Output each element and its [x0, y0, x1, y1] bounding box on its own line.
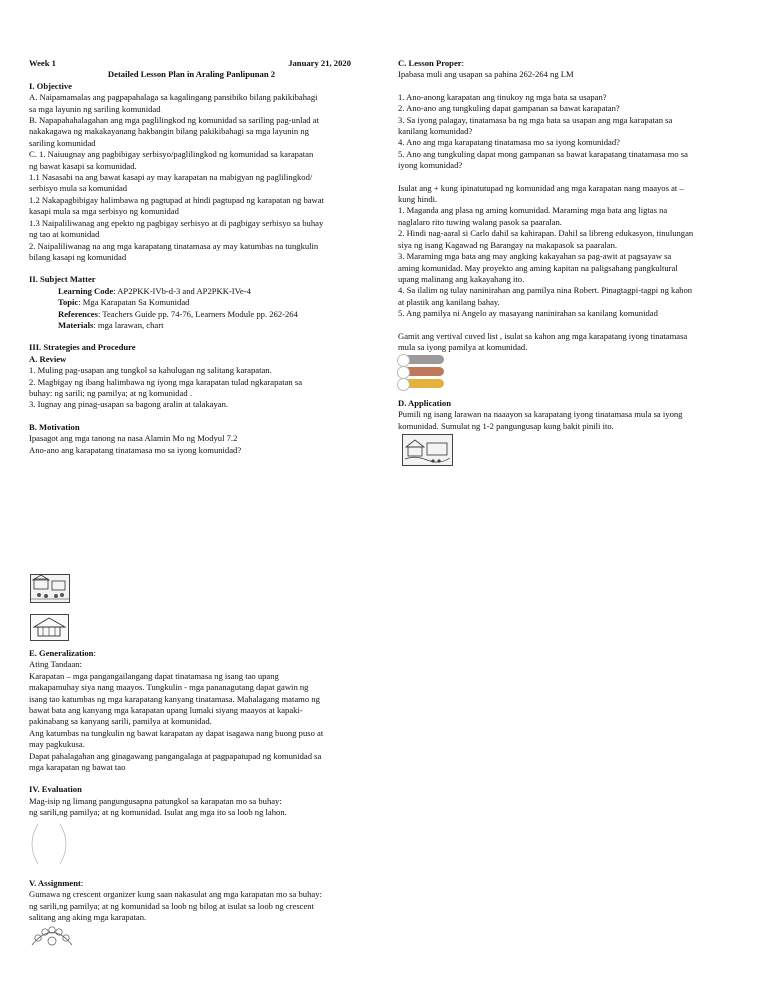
lesson-heading: C. Lesson Proper — [398, 58, 462, 68]
references-row — [58, 309, 374, 320]
objective-line: A. Naipamamalas ang pagpapahalaga sa kagalingang pansibiko bilang pakikibahagi — [29, 92, 318, 103]
assignment-line: Gumawa ng crescent organizer kung saan nakasulat ang mga karapatan mo sa buhay: — [29, 889, 322, 900]
lesson-task-line: upang malinang ang kakayahang ito. — [398, 273, 525, 284]
lesson-question: 2. Ano-ano ang tungkuling dapat gampanan sa bawat karapatan? — [398, 103, 620, 114]
evaluation-line: ng sarili,ng pamilya; at ng komunidad. Isulat ang mga ito sa loob ng lahon. — [29, 807, 287, 818]
generalization-line: may pagkukusa. — [29, 739, 85, 750]
review-heading: A. Review — [29, 353, 67, 364]
crescent-outline — [30, 820, 70, 868]
materials-label: Materials — [58, 319, 94, 330]
lesson-task-line: 1. Maganda ang plasa ng aming komunidad. Maraming mga bata ang ligtas na — [398, 205, 668, 216]
application-section — [398, 398, 743, 432]
evaluation-line: Mag-isip ng limang pangungusapna patungkol sa karapatan mo sa buhay: — [29, 795, 282, 806]
review-line: 2. Magbigay ng ibang halimbawa ng iyong mga karapatan tulad ngkarapatan sa — [29, 376, 303, 387]
references-value: : Teachers Guide pp. 74-76, Learners Module pp. 262-264 — [97, 308, 298, 319]
generalization-line: makapamuhay siya nang maayos. Tungkulin - mga pananagutang dapat gawin ng — [29, 682, 309, 693]
learning-code-value: : AP2PKK-IVb-d-3 and AP2PKK-IVe-4 — [113, 285, 251, 296]
house-picture — [30, 614, 69, 641]
community-picture-2 — [402, 434, 453, 466]
lesson-task-line: 2. Hindi nag-aaral si Carlo dahil sa kahirapan. Dahil sa libreng edukasyon, tinulungan — [398, 228, 694, 239]
left-column — [29, 58, 374, 456]
list-bar — [398, 355, 444, 364]
topic-value: : Mga Karapatan Sa Komunidad — [78, 297, 190, 308]
objective-line: 1.1 Nasasabi na ang bawat kasapi ay may karapatan na mabigyan ng paglilingkod/ — [29, 172, 313, 183]
generalization-heading-row: E. Generalization: — [29, 648, 96, 658]
topic-row — [58, 297, 374, 308]
assignment-line: salitang ang aking mga karapatan. — [29, 912, 147, 923]
motivation-heading: B. Motivation — [29, 421, 80, 432]
lesson-task-line: kung hindi. — [398, 194, 438, 205]
evaluation-heading: IV. Evaluation — [29, 784, 82, 795]
generalization-line: Ang katumbas na tungkulin ng bawat karapatan ay dapat isagawa nang buong puso at — [29, 727, 324, 738]
document-title: Detailed Lesson Plan in Araling Panlipunan 2 — [107, 69, 276, 80]
lesson-heading-row: C. Lesson Proper: — [398, 58, 464, 68]
generalization-line: Ating Tandaan: — [29, 659, 82, 670]
list-bullet-icon — [397, 378, 410, 391]
vertical-list-instruction: Gamit ang vertival cuved list , isulat sa kahon ang mga karapatang iyong tinatamasa — [398, 330, 688, 341]
subject-details — [29, 286, 374, 332]
generalization-heading: E. Generalization — [29, 648, 94, 658]
lesson-question: iyong komunidad? — [398, 160, 463, 171]
application-line: komunidad. Sumulat ng 1-2 pangungusap kung bakit pinili ito. — [398, 420, 614, 431]
lesson-task-line: 5. Ang pamilya ni Angelo ay masayang naninirahan sa kanilang komunidad — [398, 308, 658, 319]
motivation-line: Ano-ano ang karapatang tinatamasa mo sa iyong komunidad? — [29, 444, 242, 455]
materials-row — [58, 320, 374, 331]
learning-code-row — [58, 286, 374, 297]
lesson-task-line: 4. Sa ilalim ng tulay naninirahan ang pamilya nina Robert. Pinagtagpi-tagpi ng kahon — [398, 285, 693, 296]
lesson-intro: Ipabasa muli ang usapan sa pahina 262-264 ng LM — [398, 69, 574, 80]
objective-line: bilang kasapi ng komunidad — [29, 251, 127, 262]
week-label: Week 1 — [29, 58, 56, 68]
lesson-task-line: siya ng isang Kagawad ng Barangay na makapasok sa paaralan. — [398, 239, 618, 250]
lesson-question: 5. Ano ang tungkuling dapat mong gampanan sa bawat karapatang tinatamasa mo sa — [398, 148, 688, 159]
objective-line: ng bawat kasapi sa komunidad. — [29, 160, 137, 171]
objective-line: sa mga layunin ng sariling komunidad — [29, 103, 161, 114]
vertical-curved-list — [398, 355, 444, 391]
application-line: Pumili ng isang larawan na naaayon sa karapatang iyong tinatamasa mula sa iyong — [398, 409, 683, 420]
objective-line: kasapi mula sa mga serbisyo ng komunidad — [29, 206, 179, 217]
right-column — [398, 58, 743, 353]
review-line: 3. Iugnay ang pinag-usapan sa bagong aralin at talakayan. — [29, 399, 229, 410]
strategies-heading: III. Strategies and Procedure — [29, 342, 136, 353]
community-picture-1 — [30, 574, 70, 603]
generalization-line: Dapat pahalagahan ang ginagawang pangangalaga at pagpapatupad ng komunidad sa — [29, 750, 322, 761]
lesson-question: 1. Ano-anong karapatan ang tinukoy ng mga bata sa usapan? — [398, 91, 607, 102]
list-bar — [398, 379, 444, 388]
generalization-line: mga karapatan ng bawat tao — [29, 762, 126, 773]
application-heading-row — [398, 398, 743, 409]
subject-heading: II. Subject Matter — [29, 274, 96, 285]
materials-value: : mga larawan, chart — [93, 319, 164, 330]
review-line: buhay: ng sarili; ng pamilya; at ng komunidad . — [29, 387, 193, 398]
topic-label: Topic — [58, 297, 79, 308]
lower-left-sections — [29, 648, 374, 819]
date-label: January 21, 2020 — [288, 58, 351, 68]
lesson-question: 4. Ano ang mga karapatang tinatamasa mo sa iyong komunidad? — [398, 137, 620, 148]
objective-lines — [29, 92, 374, 263]
list-bar — [398, 367, 444, 376]
objective-line: sariling komunidad — [29, 137, 96, 148]
objective-line: 1.3 Naipaliliwanag ang epekto ng pagbigay serbisyo at di pagbigay serbisyo sa buhay — [29, 217, 324, 228]
assignment-heading-row: V. Assignment: — [29, 878, 84, 888]
objective-line: C. 1. Naiuugnay ang pagbibigay serbisyo/paglilingkod ng komunidad sa karapatan — [29, 149, 314, 160]
generalization-line: Karapatan – mga pangangailangang dapat tinatamasa ng isang tao upang — [29, 670, 279, 681]
assignment-line: ng sarili,ng pamilya; at ng komunidad sa loob ng bilog at isulat sa loob ng crescent — [29, 900, 314, 911]
vertical-list-instruction: mula sa iyong pamilya at komunidad. — [398, 341, 528, 352]
application-heading: D. Application — [398, 398, 452, 408]
lesson-task-line: 3. Maraming mga bata ang may angking kakayahan sa pag-awit at pagsayaw sa — [398, 251, 672, 262]
objective-line: 1.2 Nakapagbibigay halimbawa ng pagtupad at hindi pagtupad ng karapatan ng bawat — [29, 194, 324, 205]
lesson-task-line: aming komunidad. May proyekto ang aming kapitan na paligsahang pangkultural — [398, 262, 678, 273]
objective-line: nakakagawa ng makakayanang hakbangin bilang pakikibahagi sa mga layunin ng — [29, 126, 309, 137]
lesson-task-line: Isulat ang + kung ipinatutupad ng komunidad ang mga karapatan nang maayos at – — [398, 182, 684, 193]
generalization-line: isang tao katumbas ng mga karapatang kanyang tinatamasa. Mahalagang matamo ng — [29, 693, 320, 704]
generalization-line: pakinabang sa kanyang sarili, pamilya at komunidad. — [29, 716, 212, 727]
lesson-task-line: naglalaro rito tuwing walang pasok sa paaralan. — [398, 216, 562, 227]
lesson-question: kanilang komunidad? — [398, 126, 473, 137]
crescent-organizer-picture — [30, 924, 74, 946]
assignment-heading: V. Assignment — [29, 878, 81, 888]
page-header — [29, 58, 351, 69]
references-label: References — [58, 308, 98, 319]
generalization-line: bawat bata ang kanyang mga karapatan upang lumaki siyang maayos at kapaki- — [29, 705, 303, 716]
objective-line: B. Napapahahalagahan ang mga paglilingkod ng komunidad sa sariling pag-unlad at — [29, 115, 319, 126]
objective-line: 2. Naipaliliwanag na ang mga karapatang tinatamasa ay may katumbas na tungkulin — [29, 240, 319, 251]
lesson-question: 3. Sa iyong palagay, tinatamasa ba ng mga bata sa usapan ang mga karapatan sa — [398, 114, 673, 125]
objective-heading: I. Objective — [29, 80, 72, 91]
review-line: 1. Muling pag-usapan ang tungkol sa kahulugan ng salitang karapatan. — [29, 365, 272, 376]
motivation-line: Ipasagot ang mga tanong na nasa Alamin Mo ng Modyul 7.2 — [29, 433, 238, 444]
lesson-task-line: at plastik ang kanilang bahay. — [398, 296, 500, 307]
objective-line: ng tao at komunidad — [29, 229, 100, 240]
objective-line: serbisyo mula sa komunidad — [29, 183, 128, 194]
assignment-section — [29, 878, 374, 924]
learning-code-label: Learning Code — [58, 285, 114, 296]
